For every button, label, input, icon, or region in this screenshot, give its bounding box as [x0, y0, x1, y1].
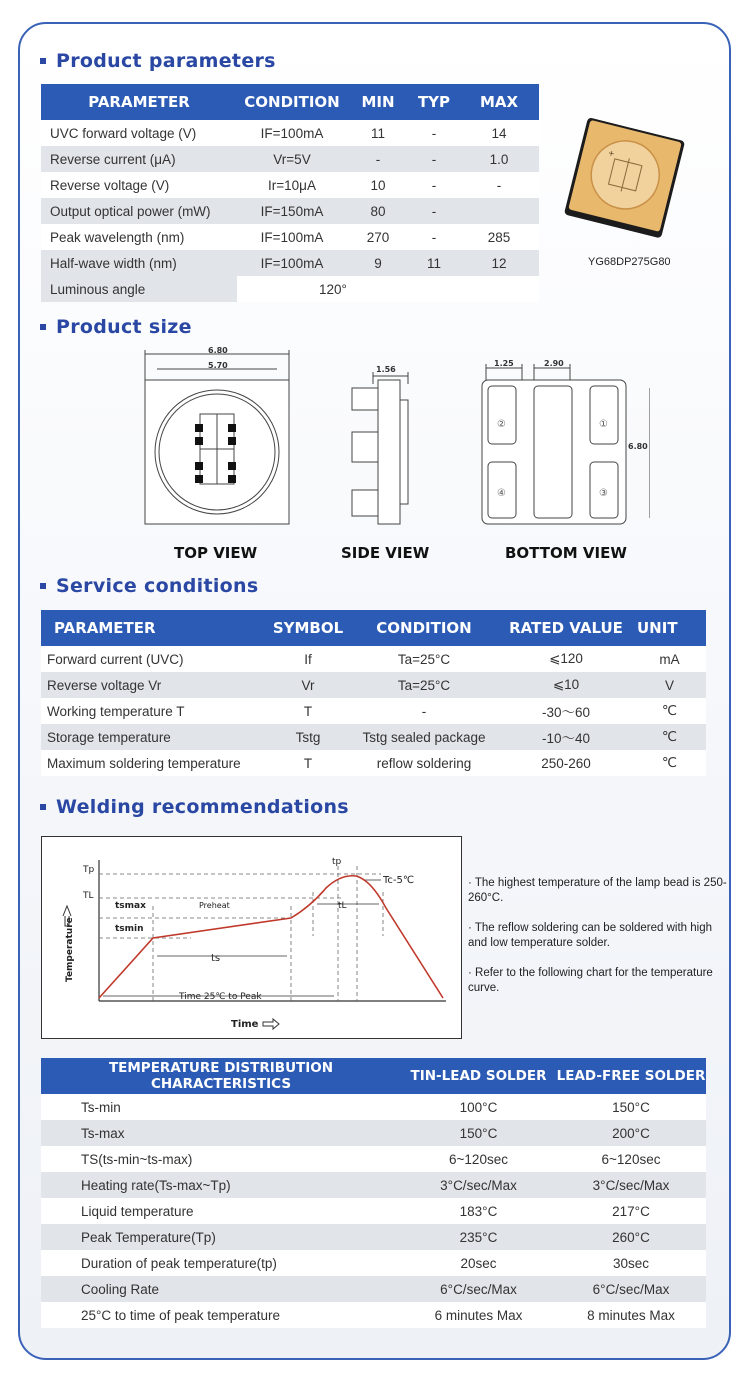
cell: -10～40: [499, 724, 633, 750]
params-header: CONDITION: [237, 84, 347, 120]
cell: -: [459, 172, 539, 198]
cell: 6~120sec: [401, 1146, 556, 1172]
dim-top-inner: 5.70: [208, 361, 228, 370]
cell: Peak wavelength (nm): [41, 224, 237, 250]
cell: reflow soldering: [349, 750, 499, 776]
pad-label: ③: [599, 488, 608, 499]
cell: 10: [347, 172, 409, 198]
cell: 3°C/sec/Max: [556, 1172, 706, 1198]
cell: Peak Temperature(Tp): [41, 1224, 401, 1250]
temp-header: TEMPERATURE DISTRIBUTION CHARACTERISTICS: [41, 1058, 401, 1094]
table-row: [41, 1172, 706, 1198]
cell: 25°C to time of peak temperature: [41, 1302, 401, 1328]
service-header: RATED VALUE: [499, 610, 633, 646]
cell: 250-260: [499, 750, 633, 776]
cell: 3°C/sec/Max: [401, 1172, 556, 1198]
cell: 6~120sec: [556, 1146, 706, 1172]
cell: If: [267, 646, 349, 672]
pad-label: ④: [497, 488, 506, 499]
product-chip-image: [560, 118, 690, 248]
label-tsmin: tsmin: [115, 924, 144, 934]
cell: 6 minutes Max: [401, 1302, 556, 1328]
table-row: [41, 1146, 706, 1172]
label-tp: Tp: [83, 865, 95, 875]
label-tl-mid: tL: [338, 901, 347, 911]
service-header: PARAMETER: [41, 610, 267, 646]
cell: T: [267, 750, 349, 776]
table-row: [41, 146, 539, 172]
cell: 12: [459, 250, 539, 276]
cell: IF=100mA: [237, 250, 347, 276]
cell: Liquid temperature: [41, 1198, 401, 1224]
cell: -: [409, 172, 459, 198]
table-row: [41, 672, 706, 698]
table-row: [41, 750, 706, 776]
cell: IF=150mA: [237, 198, 347, 224]
cell: -: [349, 698, 499, 724]
temp-header: LEAD-FREE SOLDER: [556, 1058, 706, 1094]
cell: Heating rate(Ts-max~Tp): [41, 1172, 401, 1198]
label-tc: Tc-5℃: [383, 875, 415, 886]
cell: Tstg: [267, 724, 349, 750]
cell: Ta=25°C: [349, 646, 499, 672]
dim-top-width: 6.80: [208, 346, 228, 355]
cell: Ir=10μA: [237, 172, 347, 198]
label-tl: TL: [83, 891, 94, 901]
cell: 235°C: [401, 1224, 556, 1250]
section-title-service: Service conditions: [40, 575, 258, 597]
table-row: [41, 698, 706, 724]
cell: Cooling Rate: [41, 1276, 401, 1302]
table-row: [41, 1250, 706, 1276]
table-row: [41, 1198, 706, 1224]
cell: Output optical power (mW): [41, 198, 237, 224]
cell: TS(ts-min~ts-max): [41, 1146, 401, 1172]
cell: Ta=25°C: [349, 672, 499, 698]
cell: Forward current (UVC): [41, 646, 267, 672]
cell: mA: [633, 646, 706, 672]
x-axis-label: Time: [231, 1019, 259, 1030]
cell: 183°C: [401, 1198, 556, 1224]
table-row: [41, 1120, 706, 1146]
table-row: [41, 1276, 706, 1302]
cell: 260°C: [556, 1224, 706, 1250]
note-3: · Refer to the following chart for the temperature curve.: [468, 967, 713, 994]
cell: 11: [409, 250, 459, 276]
cell: Storage temperature: [41, 724, 267, 750]
cell: Maximum soldering temperature: [41, 750, 267, 776]
cell: IF=100mA: [237, 224, 347, 250]
dimension-drawings: [130, 344, 650, 530]
cell: Duration of peak temperature(tp): [41, 1250, 401, 1276]
cell: Half-wave width (nm): [41, 250, 237, 276]
bottom-view-label: BOTTOM VIEW: [505, 544, 627, 562]
temp-header: TIN-LEAD SOLDER: [401, 1058, 556, 1094]
cell: -: [409, 146, 459, 172]
cell: 30sec: [556, 1250, 706, 1276]
dim-bottom-b: 2.90: [544, 359, 564, 368]
cell: 8 minutes Max: [556, 1302, 706, 1328]
cell: ⩽10: [499, 672, 633, 698]
pad-label: ①: [599, 419, 608, 430]
svg-text:+: +: [607, 148, 616, 159]
cell: Reverse voltage Vr: [41, 672, 267, 698]
cell: -30～60: [499, 698, 633, 724]
reflow-temperature-curve: [41, 836, 462, 1039]
cell: 200°C: [556, 1120, 706, 1146]
params-header: PARAMETER: [41, 84, 237, 120]
cell: ℃: [633, 698, 706, 724]
cell: 100°C: [401, 1094, 556, 1120]
table-row: [41, 1224, 706, 1250]
cell: Working temperature T: [41, 698, 267, 724]
cell: 150°C: [401, 1120, 556, 1146]
side-view-label: SIDE VIEW: [341, 544, 430, 562]
cell: 9: [347, 250, 409, 276]
table-row: [41, 172, 539, 198]
params-header: MAX: [459, 84, 539, 120]
top-view-label: TOP VIEW: [174, 544, 258, 562]
cell: ℃: [633, 750, 706, 776]
label-ts: ts: [211, 953, 221, 964]
cell: -: [409, 198, 459, 224]
label-tsmax: tsmax: [115, 901, 146, 911]
cell: 6°C/sec/Max: [556, 1276, 706, 1302]
cell: ⩽120: [499, 646, 633, 672]
cell: 6°C/sec/Max: [401, 1276, 556, 1302]
cell: 285: [459, 224, 539, 250]
table-row: [41, 120, 539, 146]
label-tp-top: tp: [332, 857, 342, 867]
cell: V: [633, 672, 706, 698]
cell: 20sec: [401, 1250, 556, 1276]
cell: 1.0: [459, 146, 539, 172]
cell: T: [267, 698, 349, 724]
table-row: [41, 1302, 706, 1328]
dim-side-width: 1.56: [376, 365, 396, 374]
cell: 270: [347, 224, 409, 250]
cell: 14: [459, 120, 539, 146]
cell: ℃: [633, 724, 706, 750]
cell: -: [409, 120, 459, 146]
service-header: UNIT: [633, 610, 706, 646]
cell: Vr=5V: [237, 146, 347, 172]
cell: -: [409, 224, 459, 250]
cell: IF=100mA: [237, 120, 347, 146]
cell: UVC forward voltage (V): [41, 120, 237, 146]
table-row: [41, 198, 539, 224]
table-row: [41, 646, 706, 672]
dim-bottom-a: 1.25: [494, 359, 514, 368]
service-header: CONDITION: [349, 610, 499, 646]
cell: [459, 198, 539, 224]
cell: Reverse current (μA): [41, 146, 237, 172]
cell: 120°: [237, 276, 539, 302]
cell: Ts-max: [41, 1120, 401, 1146]
table-row: [41, 724, 706, 750]
section-title-params: Product parameters: [40, 50, 276, 72]
label-preheat: Preheat: [199, 901, 230, 910]
cell: 80: [347, 198, 409, 224]
cell: Reverse voltage (V): [41, 172, 237, 198]
note-2: · The reflow soldering can be soldered with high and low temperature solder.: [468, 922, 712, 949]
table-row: [41, 1094, 706, 1120]
section-title-welding: Welding recommendations: [40, 796, 349, 818]
cell: -: [347, 146, 409, 172]
label-time-to-peak: Time 25℃ to Peak: [179, 992, 262, 1002]
cell: Ts-min: [41, 1094, 401, 1120]
temperature-table: [41, 1058, 706, 1328]
params-header: TYP: [409, 84, 459, 120]
pad-label: ②: [497, 419, 506, 430]
service-table: [41, 610, 706, 776]
note-1: · The highest temperature of the lamp bead is 250-260°C.: [468, 877, 727, 904]
cell: Luminous angle: [41, 276, 237, 302]
table-row: [41, 250, 539, 276]
cell: 11: [347, 120, 409, 146]
table-row: [41, 276, 539, 302]
params-header: MIN: [347, 84, 409, 120]
cell: Vr: [267, 672, 349, 698]
product-caption: YG68DP275G80: [588, 256, 671, 268]
params-table: [41, 84, 539, 302]
cell: 217°C: [556, 1198, 706, 1224]
table-row: [41, 224, 539, 250]
y-axis-label: Temperature: [65, 917, 75, 982]
section-title-size: Product size: [40, 316, 192, 338]
dim-bottom-height: 6.80: [628, 442, 648, 451]
service-header: SYMBOL: [267, 610, 349, 646]
cell: Tstg sealed package: [349, 724, 499, 750]
cell: 150°C: [556, 1094, 706, 1120]
